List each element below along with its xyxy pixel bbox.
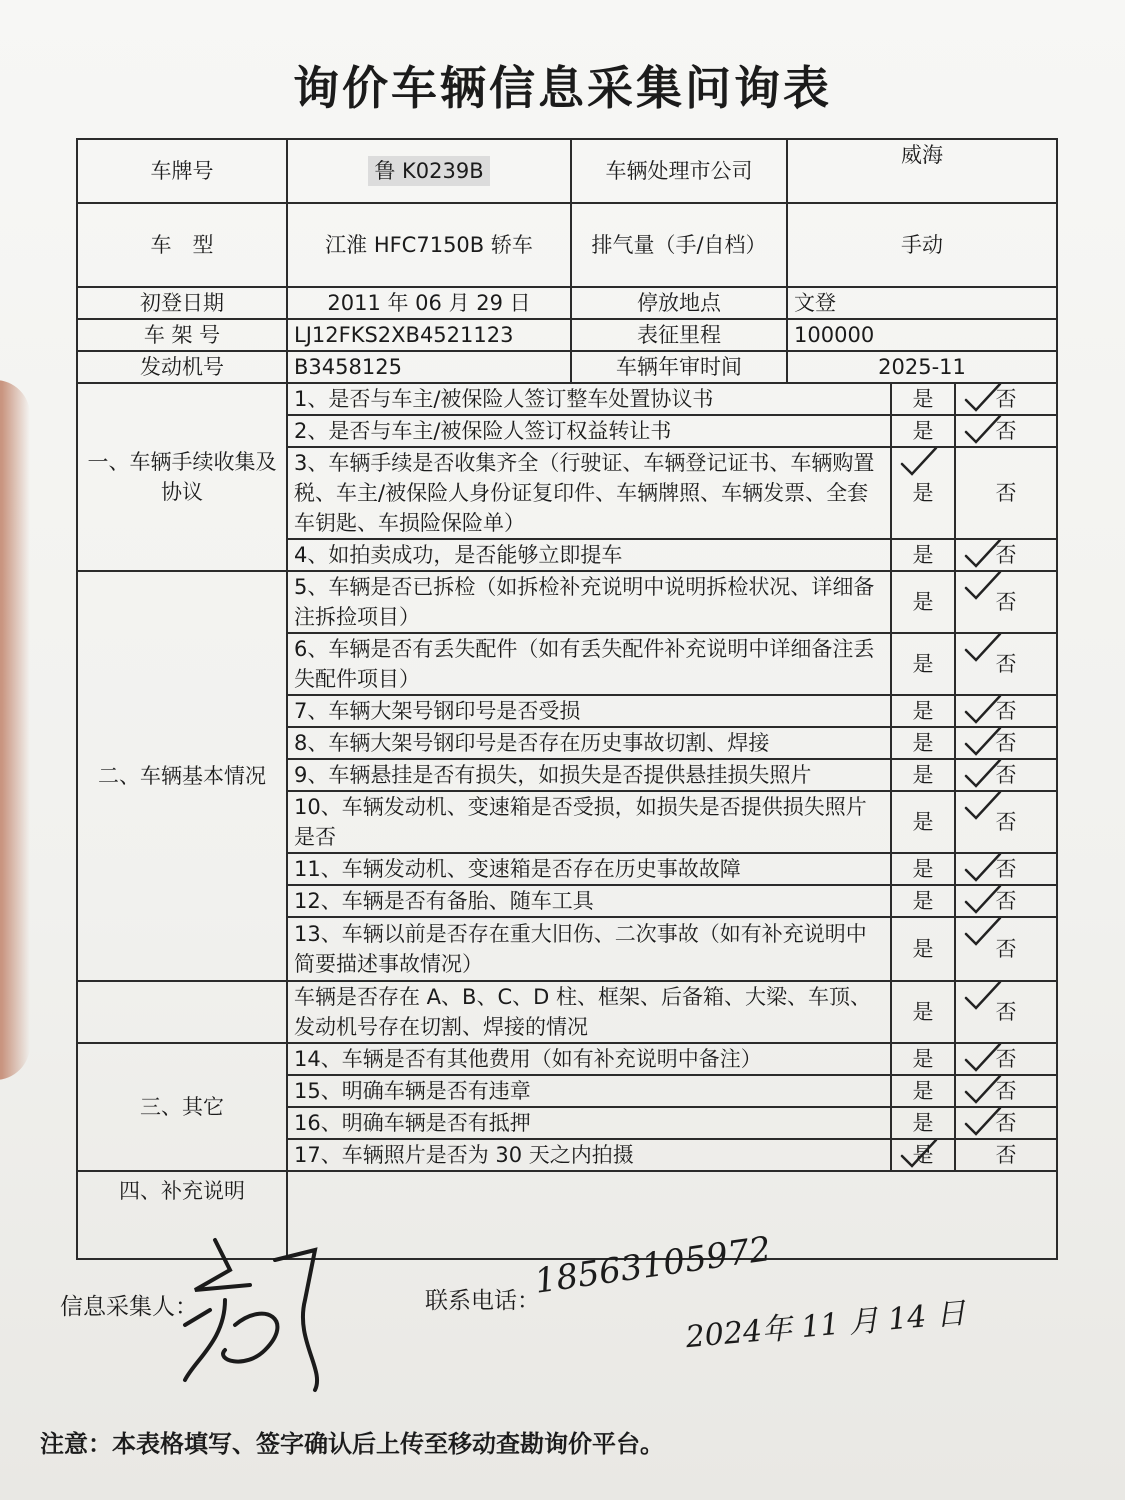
answer-no-text: 否 bbox=[995, 889, 1017, 913]
answer-yes: 是 bbox=[891, 539, 955, 571]
question-text: 8、车辆大架号钢印号是否存在历史事故切割、焊接 bbox=[287, 727, 891, 759]
answer-yes: 是 bbox=[891, 383, 955, 415]
form-title: 询价车辆信息采集问询表 bbox=[293, 61, 832, 115]
answer-no bbox=[955, 727, 1057, 759]
answer-no-text: 否 bbox=[995, 387, 1017, 411]
answer-no-text: 否 bbox=[995, 731, 1017, 755]
answer-no bbox=[955, 383, 1057, 415]
answer-no-text: 否 bbox=[995, 1079, 1017, 1103]
question-text: 12、车辆是否有备胎、随车工具 bbox=[287, 885, 891, 917]
answer-no bbox=[955, 539, 1057, 571]
answer-yes: 是 bbox=[891, 853, 955, 885]
answer-no-text: 否 bbox=[995, 699, 1017, 723]
answer-yes: 是 bbox=[891, 981, 955, 1043]
answer-yes: 是 bbox=[891, 917, 955, 981]
question-text: 17、车辆照片是否为 30 天之内拍摄 bbox=[287, 1139, 891, 1171]
answer-no bbox=[955, 1075, 1057, 1107]
answer-no bbox=[955, 885, 1057, 917]
answer-yes: 是 bbox=[891, 759, 955, 791]
answer-no-text: 否 bbox=[995, 937, 1017, 961]
answer-yes: 是 bbox=[891, 571, 955, 633]
question-text: 10、车辆发动机、变速箱是否受损，如损失是否提供损失照片是否 bbox=[287, 791, 891, 853]
mileage-value: 100000 bbox=[787, 319, 1057, 351]
sign-date: 2024年 11 月 14 日 bbox=[684, 1295, 968, 1356]
answer-no-text: 否 bbox=[995, 590, 1017, 614]
question-text: 1、是否与车主/被保险人签订整车处置协议书 bbox=[287, 383, 891, 415]
answer-no: 否 bbox=[955, 447, 1057, 539]
city-label: 车辆处理市公司 bbox=[571, 139, 787, 203]
answer-yes bbox=[891, 447, 955, 539]
reg-date-value: 2011 年 06 月 29 日 bbox=[287, 287, 571, 319]
reg-date-label: 初登日期 bbox=[77, 287, 287, 319]
trans-value: 手动 bbox=[787, 203, 1057, 287]
answer-no-text: 否 bbox=[995, 763, 1017, 787]
answer-no bbox=[955, 853, 1057, 885]
answer-no-text: 否 bbox=[995, 419, 1017, 443]
question-text: 车辆是否存在 A、B、C、D 柱、框架、后备箱、大梁、车顶、发动机号存在切割、焊接的情况 bbox=[287, 981, 891, 1043]
section-1-label: 一、车辆手续收集及协议 bbox=[77, 383, 287, 571]
question-text: 2、是否与车主/被保险人签订权益转让书 bbox=[287, 415, 891, 447]
mileage-label: 表征里程 bbox=[571, 319, 787, 351]
answer-no: 否 bbox=[955, 1139, 1057, 1171]
park-value: 文登 bbox=[787, 287, 1057, 319]
answer-no-text: 否 bbox=[995, 857, 1017, 881]
signature-stroke bbox=[185, 1240, 317, 1390]
answer-yes-text: 是 bbox=[912, 481, 934, 505]
question-text: 15、明确车辆是否有违章 bbox=[287, 1075, 891, 1107]
vin-label: 车 架 号 bbox=[77, 319, 287, 351]
city-value: 威海 bbox=[787, 139, 1057, 203]
question-text: 11、车辆发动机、变速箱是否存在历史事故故障 bbox=[287, 853, 891, 885]
vin-value: LJ12FKS2XB4521123 bbox=[287, 319, 571, 351]
inspect-label: 车辆年审时间 bbox=[571, 351, 787, 383]
answer-yes-text: 是 bbox=[912, 1143, 934, 1167]
phone-label: 联系电话： bbox=[425, 1288, 540, 1314]
question-text: 6、车辆是否有丢失配件（如有丢失配件补充说明中详细备注丢失配件项目） bbox=[287, 633, 891, 695]
inquiry-table bbox=[76, 138, 1058, 1260]
answer-no-text: 否 bbox=[995, 810, 1017, 834]
answer-yes: 是 bbox=[891, 695, 955, 727]
plate-label: 车牌号 bbox=[77, 139, 287, 203]
answer-no-text: 否 bbox=[995, 652, 1017, 676]
answer-no bbox=[955, 415, 1057, 447]
answer-yes: 是 bbox=[891, 791, 955, 853]
answer-no bbox=[955, 1043, 1057, 1075]
question-text: 7、车辆大架号钢印号是否受损 bbox=[287, 695, 891, 727]
question-text: 9、车辆悬挂是否有损失，如损失是否提供悬挂损失照片 bbox=[287, 759, 891, 791]
trans-label: 排气量（手/自档） bbox=[571, 203, 787, 287]
answer-yes: 是 bbox=[891, 415, 955, 447]
answer-no-text: 否 bbox=[995, 1111, 1017, 1135]
answer-no bbox=[955, 1107, 1057, 1139]
plate-text: 鲁 K0239B bbox=[368, 156, 489, 186]
question-text: 4、如拍卖成功，是否能够立即提车 bbox=[287, 539, 891, 571]
answer-no bbox=[955, 791, 1057, 853]
section-4-label: 四、补充说明 bbox=[77, 1171, 287, 1259]
model-label: 车 型 bbox=[77, 203, 287, 287]
answer-no bbox=[955, 633, 1057, 695]
answer-yes: 是 bbox=[891, 633, 955, 695]
upload-notice: 注意：本表格填写、签字确认后上传至移动查勘询价平台。 bbox=[40, 1430, 664, 1458]
answer-yes bbox=[891, 1139, 955, 1171]
inspect-value: 2025-11 bbox=[787, 351, 1057, 383]
answer-yes: 是 bbox=[891, 885, 955, 917]
check-mark-icon bbox=[896, 447, 940, 480]
question-text: 5、车辆是否已拆检（如拆检补充说明中说明拆检状况、详细备注拆捡项目） bbox=[287, 571, 891, 633]
section-3-label: 三、其它 bbox=[77, 1043, 287, 1171]
collector-label: 信息采集人： bbox=[60, 1294, 198, 1320]
engine-value: B3458125 bbox=[287, 351, 571, 383]
answer-no bbox=[955, 571, 1057, 633]
answer-yes: 是 bbox=[891, 1075, 955, 1107]
phone-value: 18563105972 bbox=[532, 1229, 774, 1302]
answer-no bbox=[955, 917, 1057, 981]
engine-label: 发动机号 bbox=[77, 351, 287, 383]
answer-yes: 是 bbox=[891, 1107, 955, 1139]
plate-value bbox=[287, 139, 571, 203]
question-text: 14、车辆是否有其他费用（如有补充说明中备注） bbox=[287, 1043, 891, 1075]
answer-no-text: 否 bbox=[995, 1047, 1017, 1071]
answer-no-text: 否 bbox=[995, 543, 1017, 567]
finger-edge bbox=[0, 380, 30, 1080]
question-text: 3、车辆手续是否收集齐全（行驶证、车辆登记证书、车辆购置税、车主/被保险人身份证复印件、车辆牌照、车辆发票、全套车钥匙、车损险保险单） bbox=[287, 447, 891, 539]
answer-no bbox=[955, 695, 1057, 727]
model-value: 江淮 HFC7150B 轿车 bbox=[287, 203, 571, 287]
collector-signature bbox=[155, 1230, 345, 1400]
section-2-label: 二、车辆基本情况 bbox=[77, 571, 287, 981]
question-text: 13、车辆以前是否存在重大旧伤、二次事故（如有补充说明中简要描述事故情况） bbox=[287, 917, 891, 981]
question-text: 16、明确车辆是否有抵押 bbox=[287, 1107, 891, 1139]
answer-no bbox=[955, 981, 1057, 1043]
answer-no-text: 否 bbox=[995, 1000, 1017, 1024]
blank-section-cell bbox=[77, 981, 287, 1043]
park-label: 停放地点 bbox=[571, 287, 787, 319]
answer-yes: 是 bbox=[891, 1043, 955, 1075]
answer-no bbox=[955, 759, 1057, 791]
answer-yes: 是 bbox=[891, 727, 955, 759]
